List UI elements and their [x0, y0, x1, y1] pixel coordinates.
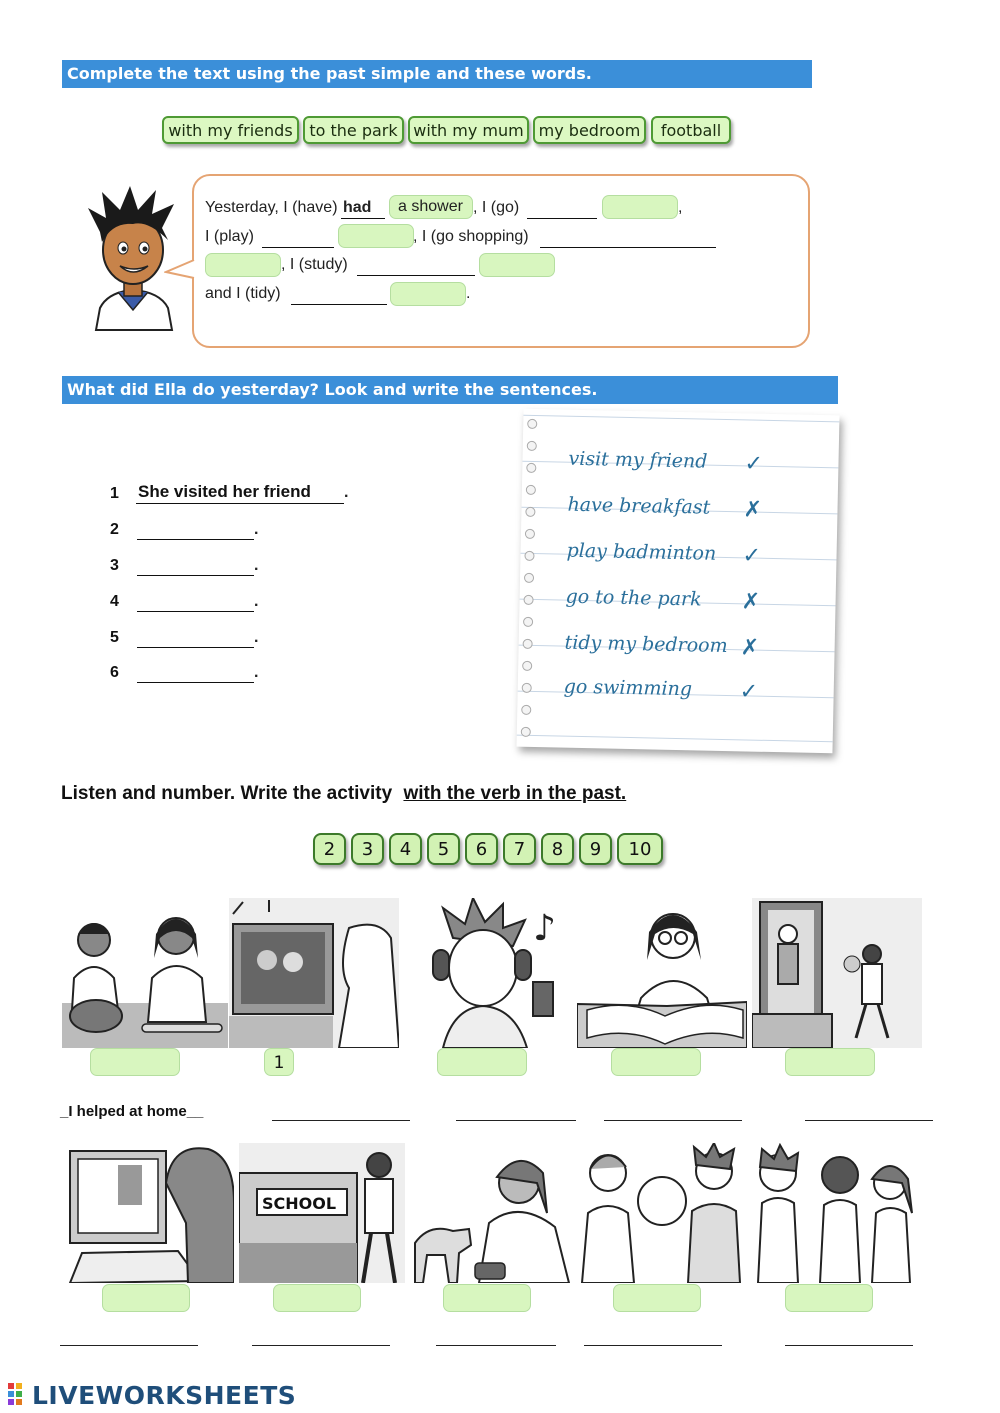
drop-box-go[interactable] — [602, 195, 678, 219]
list-task-2: have breakfast — [567, 493, 711, 519]
example-activity-answer: _I helped at home__ — [60, 1103, 204, 1120]
number-chip-10[interactable]: 10 — [617, 833, 663, 865]
sentence-period-5: . — [254, 629, 259, 646]
sentence-period-4: . — [254, 593, 259, 610]
picture-number-box-7[interactable] — [273, 1284, 361, 1312]
activity-answer-line-3[interactable] — [456, 1120, 576, 1121]
number-chip-5[interactable]: 5 — [427, 833, 460, 865]
answer-line-go[interactable] — [527, 218, 597, 219]
picture-number-box-3[interactable] — [437, 1048, 527, 1076]
text-go-shopping: , I (go shopping) — [413, 228, 529, 245]
drop-box-have — [389, 195, 473, 219]
section3-instruction-underlined: with the verb in the past. — [403, 783, 627, 804]
picture-number-box-8[interactable] — [443, 1284, 531, 1312]
comma: , — [678, 199, 683, 216]
sentence-input-4[interactable] — [137, 611, 254, 612]
word-chip-with-my-mum[interactable]: with my mum — [408, 116, 529, 144]
picture-friends-ball — [578, 1143, 744, 1283]
text-tidy: and I (tidy) — [205, 285, 281, 302]
activity-answer-line-2[interactable] — [272, 1120, 410, 1121]
sentence-input-5[interactable] — [137, 647, 254, 648]
check-icon: ✓ — [744, 451, 764, 477]
sentence-input-3[interactable] — [137, 575, 254, 576]
prefilled-a-shower: a shower — [398, 198, 463, 215]
activity-answer-line-5[interactable] — [805, 1120, 933, 1121]
word-chip-with-my-friends[interactable]: with my friends — [162, 116, 299, 144]
sentence-number-4: 4 — [110, 593, 119, 610]
school-sign: SCHOOL — [262, 1194, 337, 1213]
sentence-input-6[interactable] — [137, 682, 254, 683]
picture-number-box-10[interactable] — [785, 1284, 873, 1312]
activity-answer-line-7[interactable] — [252, 1345, 390, 1346]
answer-line-have — [341, 218, 385, 219]
svg-text:♪: ♪ — [533, 908, 556, 949]
text-play: I (play) — [205, 228, 254, 245]
picture-number-box-1[interactable] — [90, 1048, 180, 1076]
example-sentence-line — [136, 503, 344, 504]
drop-box-play[interactable] — [338, 224, 414, 248]
list-task-1: visit my friend — [568, 447, 708, 473]
todo-notebook — [516, 409, 839, 754]
list-task-3: play badminton — [566, 539, 717, 565]
number-chip-7[interactable]: 7 — [503, 833, 536, 865]
picture-number-box-2 — [264, 1048, 294, 1076]
number-chip-9[interactable]: 9 — [579, 833, 612, 865]
word-chip-my-bedroom[interactable]: my bedroom — [533, 116, 646, 144]
picture-number-box-9[interactable] — [613, 1284, 701, 1312]
activity-answer-line-6[interactable] — [60, 1345, 198, 1346]
sentence-period-6: . — [254, 664, 259, 681]
list-task-5: tidy my bedroom — [564, 631, 728, 658]
section2-instruction-bar — [62, 376, 838, 404]
section3-instruction-text: Listen and number. Write the activity — [61, 783, 393, 804]
picture-tv — [229, 898, 399, 1048]
text-go: , I (go) — [473, 199, 520, 216]
check-icon: ✓ — [742, 543, 762, 569]
section1-instruction-bar — [62, 60, 812, 88]
sentence-period-1: . — [344, 484, 349, 501]
picture-school — [239, 1143, 405, 1283]
text-yesterday-have: Yesterday, I (have) — [205, 199, 338, 216]
cross-icon: ✗ — [741, 589, 761, 615]
section1-instruction: Complete the text using the past simple and these words. — [67, 64, 592, 83]
activity-answer-line-10[interactable] — [785, 1345, 913, 1346]
check-icon: ✓ — [739, 679, 759, 705]
sentence-number-1: 1 — [110, 485, 119, 502]
picture-reading — [577, 898, 747, 1048]
sentence-input-2[interactable] — [137, 539, 254, 540]
word-chip-to-the-park[interactable]: to the park — [303, 116, 404, 144]
picture-number-box-5[interactable] — [785, 1048, 875, 1076]
word-chip-football[interactable]: football — [651, 116, 731, 144]
drop-box-study[interactable] — [479, 253, 555, 277]
number-chip-2[interactable]: 2 — [313, 833, 346, 865]
brand-name: LIVEWORKSHEETS — [32, 1381, 297, 1410]
number-chip-6[interactable]: 6 — [465, 833, 498, 865]
prefilled-number-1: 1 — [273, 1053, 285, 1073]
sentence-number-6: 6 — [110, 664, 119, 681]
list-task-6: go swimming — [563, 675, 693, 701]
answer-line-study[interactable] — [357, 275, 475, 276]
drop-box-tidy[interactable] — [390, 282, 466, 306]
list-task-4: go to the park — [565, 585, 702, 611]
number-chip-3[interactable]: 3 — [351, 833, 384, 865]
sentence-number-2: 2 — [110, 521, 119, 538]
drop-box-go-shopping[interactable] — [205, 253, 281, 277]
answer-line-tidy[interactable] — [291, 304, 387, 305]
picture-visit — [752, 898, 922, 1048]
section3-instruction — [61, 783, 626, 805]
picture-number-box-6[interactable] — [102, 1284, 190, 1312]
activity-answer-line-8[interactable] — [436, 1345, 556, 1346]
section2-instruction: What did Ella do yesterday? Look and write the sentences. — [67, 380, 598, 399]
sentence-number-3: 3 — [110, 557, 119, 574]
example-sentence: She visited her friend — [138, 482, 311, 501]
number-chip-4[interactable]: 4 — [389, 833, 422, 865]
boy-illustration — [78, 180, 188, 332]
picture-number-box-4[interactable] — [611, 1048, 701, 1076]
sentence-period-3: . — [254, 557, 259, 574]
picture-music — [403, 898, 573, 1048]
answer-line-go-shopping[interactable] — [540, 247, 716, 248]
picture-baking — [62, 898, 228, 1048]
answer-line-play[interactable] — [262, 247, 334, 248]
picture-computer — [68, 1143, 234, 1283]
picture-group-friends — [748, 1143, 918, 1283]
cross-icon: ✗ — [740, 635, 760, 661]
activity-answer-line-9[interactable] — [584, 1345, 722, 1346]
sentence-period-2: . — [254, 521, 259, 538]
number-chip-8[interactable]: 8 — [541, 833, 574, 865]
answer-had: had — [343, 199, 372, 216]
speech-bubble-tail — [164, 258, 196, 282]
logo-mark-icon — [8, 1383, 32, 1409]
period: . — [466, 285, 471, 302]
activity-answer-line-4[interactable] — [604, 1120, 742, 1121]
cross-icon: ✗ — [743, 497, 763, 523]
text-study: , I (study) — [281, 256, 348, 273]
picture-feeding-dog — [409, 1143, 575, 1283]
sentence-number-5: 5 — [110, 629, 119, 646]
